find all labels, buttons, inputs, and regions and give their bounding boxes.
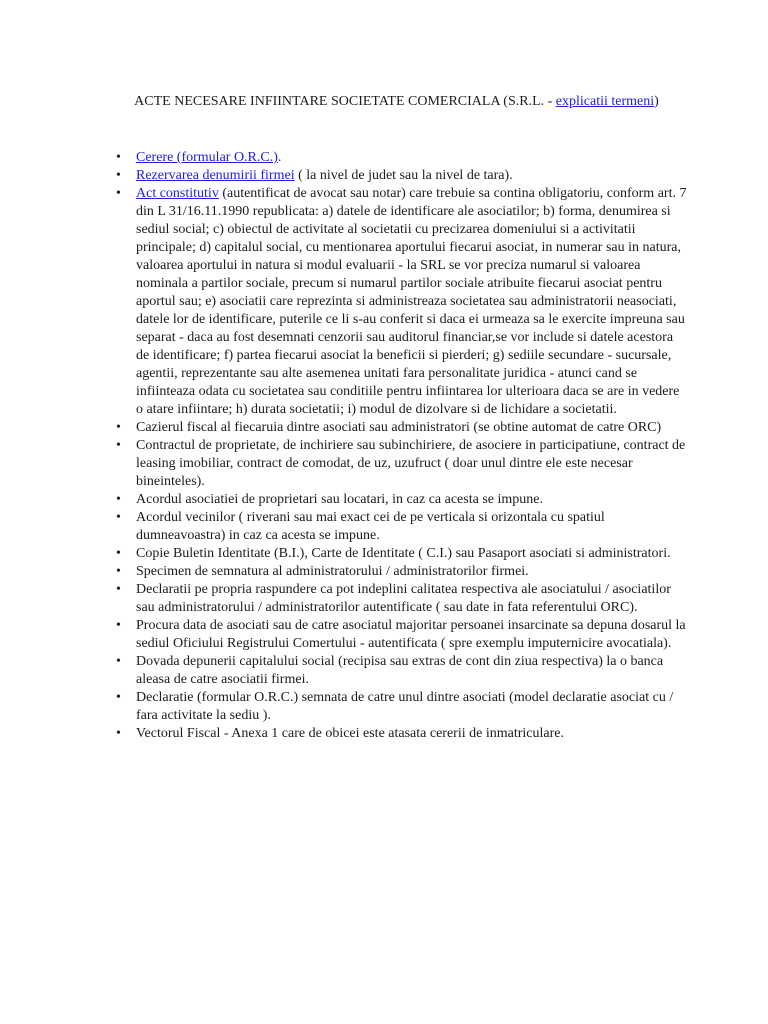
list-item: [136, 167, 688, 185]
link-cerere[interactable]: Cerere (formular O.R.C.): [136, 150, 278, 165]
list-item-text: Procura data de asociati sau de catre asociatul majoritar persoanei insarcinate sa depuna dosarul la sediul Oficiului Registrului Comertului - autentificata ( spre exemplu imputernicire avocatiala).: [136, 618, 686, 651]
list-item: [136, 437, 688, 491]
list-item: [136, 581, 688, 617]
requirements-list: [136, 149, 688, 743]
list-item-text: Contractul de proprietate, de inchiriere sau subinchiriere, de asociere in participatiune, contract de leasing imobiliar, contract de comodat, de uz, uzufruct ( doar unul dintre ele este necesar bineinteles).: [136, 438, 686, 489]
list-item: [136, 653, 688, 689]
list-item: [136, 185, 688, 419]
list-item: [136, 689, 688, 725]
list-item: [136, 419, 688, 437]
list-item-text: Copie Buletin Identitate (B.I.), Carte de Identitate ( C.I.) sau Pasaport asociati si administratori.: [136, 546, 671, 561]
list-item: [136, 509, 688, 545]
list-item: [136, 149, 688, 167]
list-item: [136, 725, 688, 743]
list-item-text: Specimen de semnatura al administratorului / administratorilor firmei.: [136, 564, 529, 579]
list-item-text: ( la nivel de judet sau la nivel de tara).: [294, 168, 513, 183]
list-item-text: Declaratie (formular O.R.C.) semnata de catre unul dintre asociati (model declaratie asociat cu / fara activitate la sediu ).: [136, 690, 674, 723]
list-item-text: Acordul vecinilor ( riverani sau mai exact cei de pe verticala si orizontala cu spatiul dumneavoastra) in caz ca acesta se impune.: [136, 510, 605, 543]
title-text: ACTE NECESARE INFIINTARE SOCIETATE COMERCIALA (S.R.L. -: [134, 94, 556, 109]
title-link-explicatii-termeni[interactable]: explicatii termeni: [555, 94, 655, 109]
list-item-text: Cazierul fiscal al fiecaruia dintre asociati sau administratori (se obtine automat de catre ORC): [136, 420, 662, 435]
link-rezervarea-denumirii[interactable]: Rezervarea denumirii firmei: [136, 168, 295, 183]
list-item-text: Acordul asociatiei de proprietari sau locatari, in caz ca acesta se impune.: [136, 492, 543, 507]
title-close: ): [654, 94, 659, 109]
link-act-constitutiv[interactable]: Act constitutiv: [136, 186, 219, 201]
list-item-text: Declaratii pe propria raspundere ca pot indeplini calitatea respectiva ale asociatului / asociatilor sau administratorului / administratorilor autentificate ( sau date in fata referentului ORC).: [136, 582, 671, 615]
list-item: [136, 545, 688, 563]
page-title: [120, 93, 673, 111]
list-item-text: Vectorul Fiscal - Anexa 1 care de obicei este atasata cererii de inmatriculare.: [136, 726, 564, 741]
list-item: [136, 491, 688, 509]
list-item: [136, 563, 688, 581]
list-item-text: Dovada depunerii capitalului social (recipisa sau extras de cont din ziua respectiva) la o banca aleasa de catre asociatii firmei.: [136, 654, 664, 687]
list-item-text: .: [277, 150, 282, 165]
list-item: [136, 617, 688, 653]
list-item-text: (autentificat de avocat sau notar) care trebuie sa contina obligatoriu, conform art. 7 din L 31/16.11.1990 republicata: a) datele de identificare ale asociatilor; b) forma, denumirea si sediul social; c) obiectul de activitate al societatii cu precizarea domeniului si a activitatii principale; d) capitalul social, cu mentionarea aportului fiecarui asociat, in numerar sau in natura, valoarea aportului in natura si modul evaluarii - la SRL se vor preciza numarul si valoarea nominala a partilor sociale, precum si numarul partilor sociale atribuite fiecarui asociat pentru aportul sau; e) asociatii care reprezinta si administreaza societatea sau administratorii neasociati, datele lor de identificare, puterile ce li s-au conferit si daca ei urmeaza sa le exercite impreuna sau separat - daca au fost desemnati cenzorii sau auditorul financiar,se vor include si datele acestora de identificare; f) partea fiecarui asociat la beneficii si pierderi; g) sediile secundare - sucursale, agentii, reprezentante sau alte asemenea unitati fara personalitate juridica - atunci cand se infiinteaza odata cu societatea sau conditiile pentru infiintarea lor ulterioara daca se are in vedere o atare infiintare; h) durata societatii; i) modul de dizolvare si de lichidare a societatii.: [136, 186, 687, 417]
